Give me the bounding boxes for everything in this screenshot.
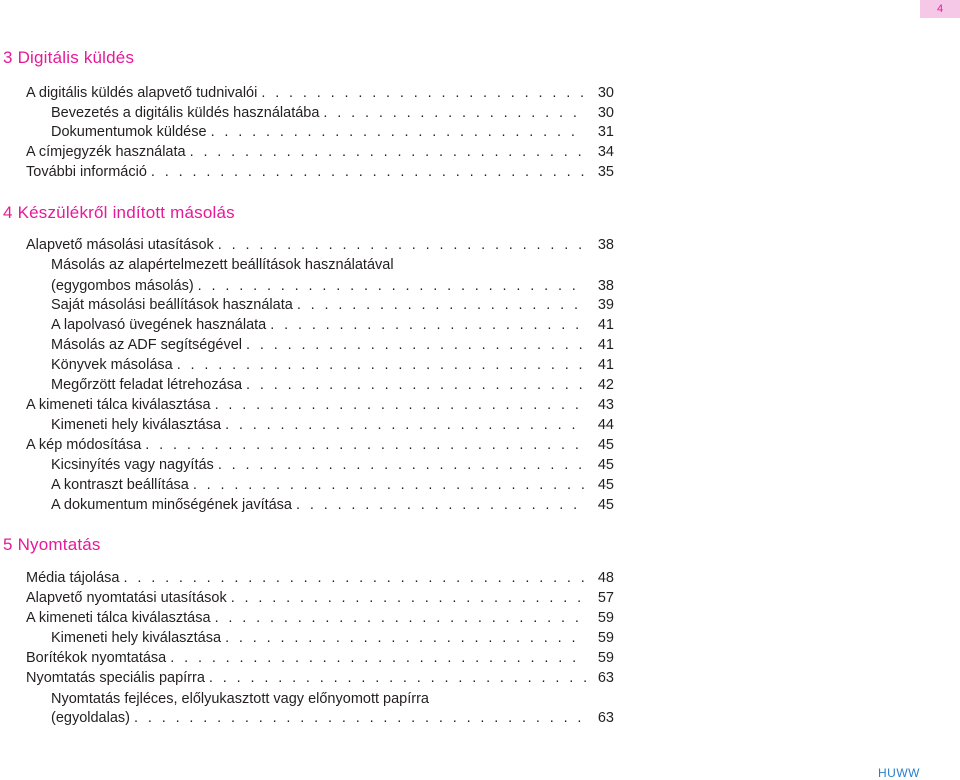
toc-entry-text: A címjegyzék használata <box>26 144 186 160</box>
dot-leader <box>231 588 586 608</box>
toc-entry-text: Nyomtatás fejléces, előlyukasztott vagy előnyomott papírra <box>51 691 429 707</box>
toc-entry-text: Saját másolási beállítások használata <box>51 297 293 313</box>
toc-entry-text: A kontraszt beállítása <box>51 477 189 493</box>
toc-entry[interactable] <box>51 495 614 515</box>
dot-leader <box>151 162 586 182</box>
toc-entry-text: Megőrzött feladat létrehozása <box>51 377 243 393</box>
toc-entry[interactable] <box>51 628 614 648</box>
toc-entry-text: Kicsinyítés vagy nagyítás <box>51 457 214 473</box>
toc-entry-text: Kimeneti hely kiválasztása <box>51 630 222 646</box>
section-title-3: 3 Digitális küldés <box>3 48 135 67</box>
toc-entry-page: 59 <box>597 650 614 666</box>
toc-entry-page: 57 <box>597 590 614 606</box>
toc-entry[interactable] <box>26 568 614 588</box>
toc-entry-text: Alapvető nyomtatási utasítások <box>26 590 227 606</box>
toc-entry-text: A lapolvasó üvegének használata <box>51 317 267 333</box>
toc-entry-page: 63 <box>597 710 614 726</box>
toc-entry-page: 45 <box>597 477 614 493</box>
toc-entry-page: 38 <box>597 237 614 253</box>
toc-entry[interactable] <box>51 475 614 495</box>
section-title-4: 4 Készülékről indított másolás <box>3 203 235 222</box>
toc-entry-text: A dokumentum minőségének javítása <box>51 497 292 513</box>
toc-entry-page: 45 <box>597 437 614 453</box>
toc-entry-text: A digitális küldés alapvető tudnivalói <box>26 85 258 101</box>
toc-entry-page: 38 <box>597 278 614 294</box>
footer-brand: HUWW <box>878 766 920 780</box>
dot-leader <box>209 668 586 688</box>
dot-leader <box>193 475 586 495</box>
toc-entry[interactable] <box>51 375 614 395</box>
toc-entry[interactable] <box>26 648 614 668</box>
toc-entry-text: (egygombos másolás) <box>51 278 194 294</box>
toc-entry-text: A kimeneti tálca kiválasztása <box>26 610 211 626</box>
toc-entry-text: Könyvek másolása <box>51 357 173 373</box>
toc-entry-text: Kimeneti hely kiválasztása <box>51 417 222 433</box>
dot-leader <box>198 276 586 296</box>
dot-leader <box>246 335 586 355</box>
dot-leader <box>170 648 586 668</box>
toc-entry-first-line[interactable] <box>51 255 614 275</box>
dot-leader <box>218 235 586 255</box>
toc-entry-page: 45 <box>597 497 614 513</box>
toc-entry[interactable] <box>26 142 614 162</box>
toc-entry[interactable] <box>51 415 614 435</box>
dot-leader <box>124 568 587 588</box>
toc-entry-text: Média tájolása <box>26 570 120 586</box>
toc-entry[interactable] <box>26 608 614 628</box>
toc-entry-text: További információ <box>26 164 147 180</box>
dot-leader <box>134 708 586 728</box>
dot-leader <box>177 355 586 375</box>
toc-entry[interactable] <box>26 395 614 415</box>
dot-leader <box>296 495 586 515</box>
dot-leader <box>215 395 586 415</box>
toc-entry-text: (egyoldalas) <box>51 710 130 726</box>
toc-entry[interactable] <box>51 315 614 335</box>
toc-entry[interactable] <box>26 162 614 182</box>
toc-entry-text: A kimeneti tálca kiválasztása <box>26 397 211 413</box>
dot-leader <box>218 455 586 475</box>
toc-entry-page: 41 <box>597 357 614 373</box>
toc-entry-text: Bevezetés a digitális küldés használatába <box>51 105 320 121</box>
toc-entry[interactable] <box>51 455 614 475</box>
toc-entry[interactable] <box>51 295 614 315</box>
toc-entry-page: 41 <box>597 317 614 333</box>
dot-leader <box>261 83 586 103</box>
toc-entry-page: 42 <box>597 377 614 393</box>
toc-entry-page: 34 <box>597 144 614 160</box>
section-title-5: 5 Nyomtatás <box>3 535 101 554</box>
page-number: 4 <box>920 0 960 18</box>
toc-entry[interactable] <box>51 122 614 142</box>
toc-entry-page: 39 <box>597 297 614 313</box>
toc-entry-page: 59 <box>597 630 614 646</box>
dot-leader <box>297 295 586 315</box>
toc-entry-page: 35 <box>597 164 614 180</box>
toc-entry[interactable] <box>26 83 614 103</box>
toc-entry[interactable] <box>51 276 614 296</box>
toc-entry-page: 43 <box>597 397 614 413</box>
dot-leader <box>270 315 586 335</box>
toc-entry-page: 30 <box>597 85 614 101</box>
dot-leader <box>215 608 586 628</box>
dot-leader <box>145 435 586 455</box>
toc-entry[interactable] <box>51 355 614 375</box>
toc-entry[interactable] <box>26 668 614 688</box>
toc-entry-page: 44 <box>597 417 614 433</box>
toc-entry-page: 31 <box>597 124 614 140</box>
toc-entry-text: A kép módosítása <box>26 437 142 453</box>
toc-entry[interactable] <box>26 235 614 255</box>
toc-entry-text: Dokumentumok küldése <box>51 124 207 140</box>
dot-leader <box>190 142 586 162</box>
toc-entry-page: 30 <box>597 105 614 121</box>
toc-entry[interactable] <box>51 708 614 728</box>
toc-entry-text: Másolás az ADF segítségével <box>51 337 243 353</box>
toc-entry[interactable] <box>51 103 614 123</box>
toc-entry-first-line[interactable] <box>51 689 614 709</box>
dot-leader <box>225 415 586 435</box>
toc-entry-page: 63 <box>597 670 614 686</box>
dot-leader <box>246 375 586 395</box>
toc-entry-text: Nyomtatás speciális papírra <box>26 670 205 686</box>
toc-entry-text: Másolás az alapértelmezett beállítások használatával <box>51 257 394 273</box>
dot-leader <box>323 103 586 123</box>
toc-entry-page: 48 <box>597 570 614 586</box>
toc-entry[interactable] <box>26 588 614 608</box>
toc-entry-page: 41 <box>597 337 614 353</box>
toc-entry[interactable] <box>26 435 614 455</box>
toc-entry-page: 59 <box>597 610 614 626</box>
toc-entry[interactable] <box>51 335 614 355</box>
dot-leader <box>211 122 586 142</box>
toc-entry-text: Alapvető másolási utasítások <box>26 237 214 253</box>
toc-entry-text: Borítékok nyomtatása <box>26 650 167 666</box>
toc-entry-page: 45 <box>597 457 614 473</box>
dot-leader <box>225 628 586 648</box>
